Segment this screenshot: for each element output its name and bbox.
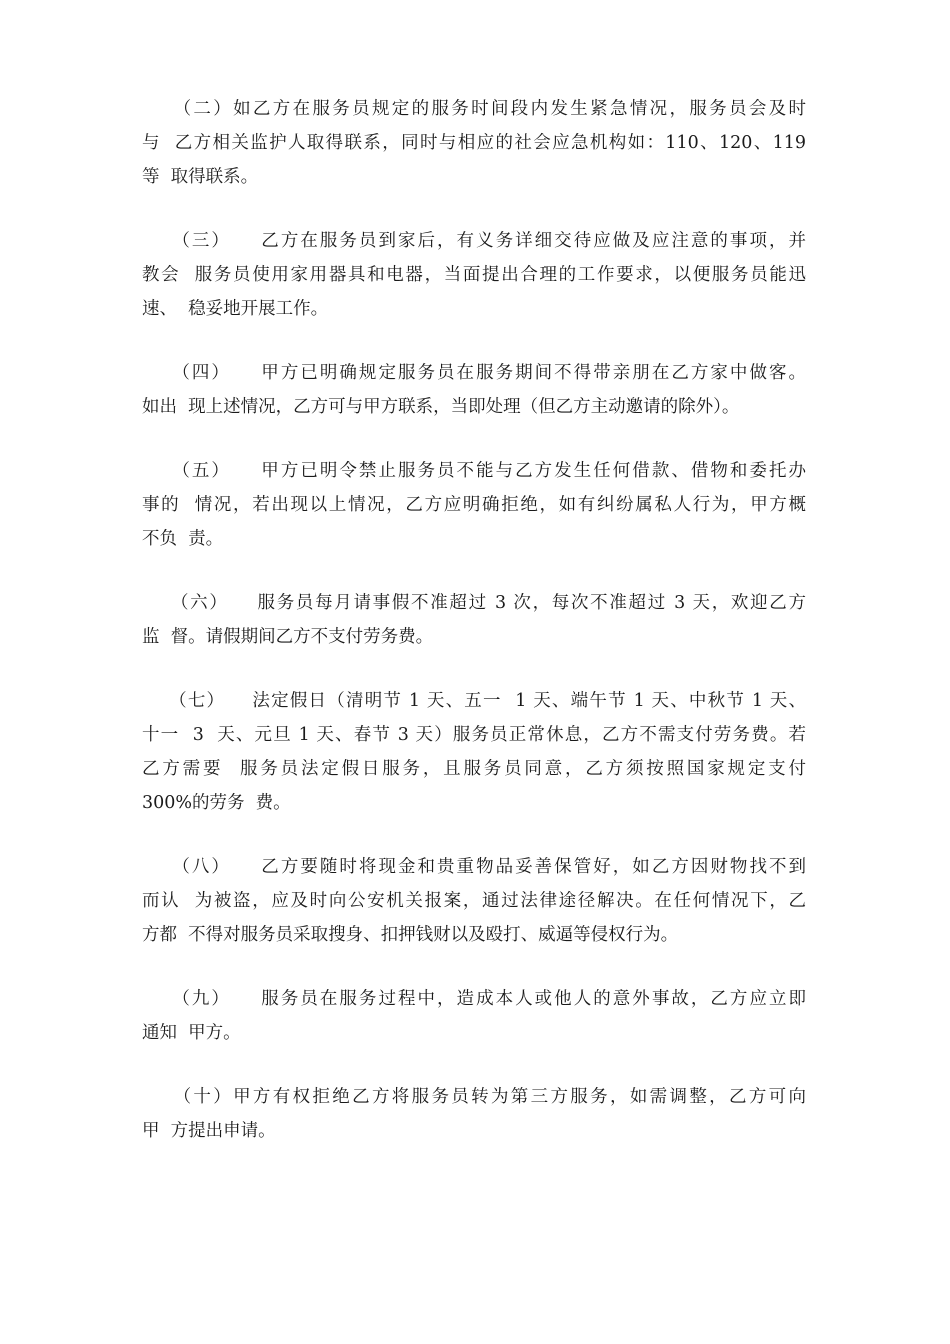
clause-9-line-1: （九） 服务员在服务过程中，造成本人或他人的意外事故，乙方应立即 bbox=[142, 989, 806, 1009]
clause-6-line-1: （六） 服务员每月请事假不准超过 3 次，每次不准超过 3 天，欢迎乙方 bbox=[142, 593, 806, 613]
clause-9-line-2: 通知 甲方。 bbox=[142, 1023, 241, 1043]
clause-3-line-3: 速、 稳妥地开展工作。 bbox=[142, 299, 329, 319]
clause-10-line-2: 甲 方提出申请。 bbox=[142, 1121, 276, 1141]
document-page bbox=[142, 92, 806, 1178]
clause-10 bbox=[142, 1080, 806, 1148]
clause-3 bbox=[142, 224, 806, 326]
clause-4-line-2: 如出 现上述情况，乙方可与甲方联系，当即处理（但乙方主动邀请的除外）。 bbox=[142, 397, 740, 417]
clause-4 bbox=[142, 356, 806, 424]
clause-4-line-1: （四） 甲方已明确规定服务员在服务期间不得带亲朋在乙方家中做客。 bbox=[142, 363, 806, 383]
clause-7-line-3: 乙方需要 服务员法定假日服务，且服务员同意，乙方须按照国家规定支付 bbox=[142, 759, 806, 779]
clause-6 bbox=[142, 586, 806, 654]
clause-6-line-2: 监 督。请假期间乙方不支付劳务费。 bbox=[142, 627, 434, 647]
clause-9 bbox=[142, 982, 806, 1050]
clause-3-line-2: 教会 服务员使用家用器具和电器，当面提出合理的工作要求，以便服务员能迅 bbox=[142, 265, 806, 285]
clause-7-line-2: 十一 3 天、元旦 1 天、春节 3 天）服务员正常休息，乙方不需支付劳务费。若 bbox=[142, 725, 806, 745]
clause-10-line-1: （十）甲方有权拒绝乙方将服务员转为第三方服务，如需调整，乙方可向 bbox=[142, 1087, 806, 1107]
clause-5 bbox=[142, 454, 806, 556]
clause-3-line-1: （三） 乙方在服务员到家后，有义务详细交待应做及应注意的事项，并 bbox=[142, 231, 806, 251]
clause-8-line-3: 方都 不得对服务员采取搜身、扣押钱财以及殴打、威逼等侵权行为。 bbox=[142, 925, 679, 945]
clause-5-line-3: 不负 责。 bbox=[142, 529, 224, 549]
clause-2 bbox=[142, 92, 806, 194]
clause-8-line-1: （八） 乙方要随时将现金和贵重物品妥善保管好，如乙方因财物找不到 bbox=[142, 857, 806, 877]
clause-2-line-2: 与 乙方相关监护人取得联系，同时与相应的社会应急机构如：110、120、119 bbox=[142, 133, 806, 153]
clause-7-line-1: （七） 法定假日（清明节 1 天、五一 1 天、端午节 1 天、中秋节 1 天、 bbox=[142, 691, 806, 711]
clause-2-line-3: 等 取得联系。 bbox=[142, 167, 259, 187]
clause-7 bbox=[142, 684, 806, 820]
clause-5-line-1: （五） 甲方已明令禁止服务员不能与乙方发生任何借款、借物和委托办 bbox=[142, 461, 806, 481]
clause-7-line-4: 300%的劳务 费。 bbox=[142, 793, 291, 813]
clause-2-line-1: （二）如乙方在服务员规定的服务时间段内发生紧急情况，服务员会及时 bbox=[142, 99, 806, 119]
clause-8-line-2: 而认 为被盗，应及时向公安机关报案，通过法律途径解决。在任何情况下，乙 bbox=[142, 891, 806, 911]
clause-5-line-2: 事的 情况，若出现以上情况，乙方应明确拒绝，如有纠纷属私人行为，甲方概 bbox=[142, 495, 806, 515]
clause-8 bbox=[142, 850, 806, 952]
